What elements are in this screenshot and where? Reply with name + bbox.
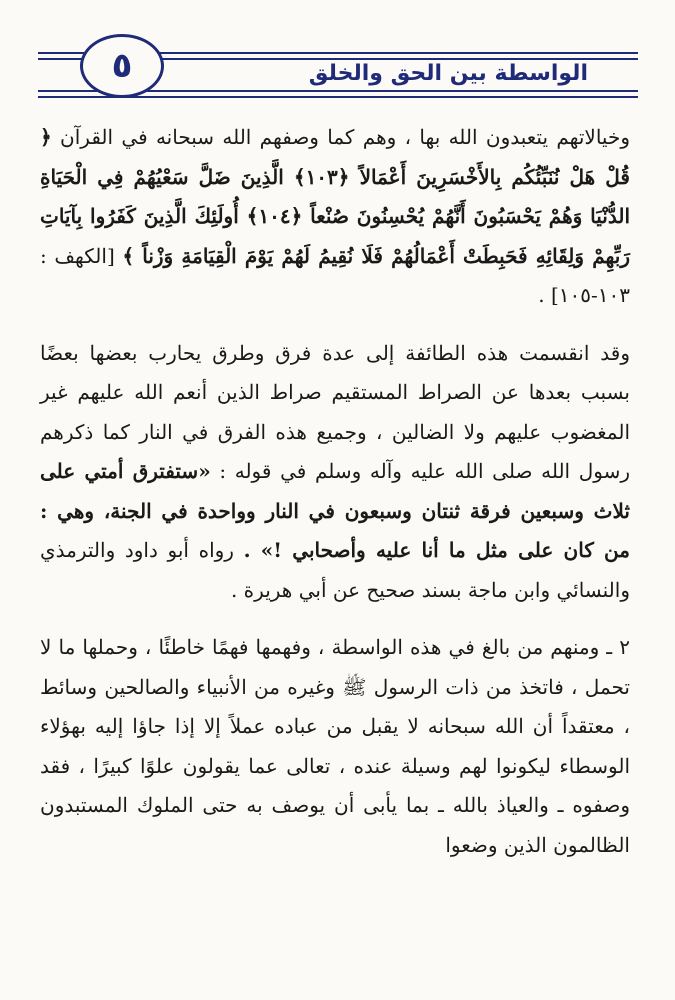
quran-reference: [الكهف : ١٠٣-١٠٥] . (40, 243, 630, 307)
page-header (38, 30, 638, 104)
paragraph-3 (40, 628, 630, 865)
body-text (40, 118, 630, 865)
paragraph-1 (40, 118, 630, 316)
paragraph-1-intro: وخيالاتهم يتعبدون الله بها ، وهم كما وصفهم الله سبحانه في القرآن (51, 125, 630, 149)
paragraph-spacer (40, 316, 630, 334)
page-number: ٥ (111, 46, 133, 86)
hadith-quote: «ستفترق أمتي على ثلاث وسبعين فرقة ثنتان وسبعون في النار وواحدة في الجنة، وهي : من كان على مثل ما أنا عليه وأصحابي !» . (40, 459, 630, 562)
paragraph-3-text: ٢ ـ ومنهم من بالغ في هذه الواسطة ، وفهمها فهمًا خاطئًا ، وحملها ما لا تحمل ، فاتخذ من ذات الرسول ﷺ وغيره من الأنبياء والصالحين وسائط ، معتقداً أن الله سبحانه لا يقبل من عباده عملاً إلا إذا جاؤا إليه بهؤلاء الوسطاء ليكونوا لهم وسيلة عنده ، تعالى عما يقولون علوًا كبيرًا ، فقد وصفوه ـ والعياذ بالله ـ بما يأبى أن يوصف به حتى الملوك المستبدون الظالمون الذين وضعوا (40, 635, 630, 857)
paragraph-spacer (40, 610, 630, 628)
paragraph-2 (40, 334, 630, 611)
page-number-badge (80, 34, 164, 98)
quran-verse: ﴿ قُلْ هَلْ نُنَبِّئُكُم بِالأَخْسَرِينَ أَعْمَالاً ﴿١٠٣﴾ الَّذِينَ ضَلَّ سَعْيُهُمْ فِي الْحَيَاةِ الدُّنْيَا وَهُمْ يَحْسَبُونَ أَنَّهُمْ يُحْسِنُونَ صُنْعاً ﴿١٠٤﴾ أُولَئِكَ الَّذِينَ كَفَرُوا بِآيَاتِ رَبِّهِمْ وَلِقَائِهِ فَحَبِطَتْ أَعْمَالُهُمْ فَلَا نُقِيمُ لَهُمْ يَوْمَ الْقِيَامَةِ وَزْناً ﴾ (40, 125, 631, 268)
running-title: الواسطة بين الحق والخلق (299, 60, 598, 88)
hadith-source: رواه أبو داود والترمذي والنسائي وابن ماجة بسند صحيح عن أبي هريرة . (40, 538, 630, 602)
paragraph-2-intro: وقد انقسمت هذه الطائفة إلى عدة فرق وطرق يحارب بعضها بعضًا بسبب بعدها عن الصراط المستقيم صراط الذين أنعم الله عليهم غير المغضوب عليهم ولا الضالين ، وجميع هذه الفرق في النار كما ذكرهم رسول الله صلى الله عليه وآله وسلم في قوله : (40, 340, 631, 483)
